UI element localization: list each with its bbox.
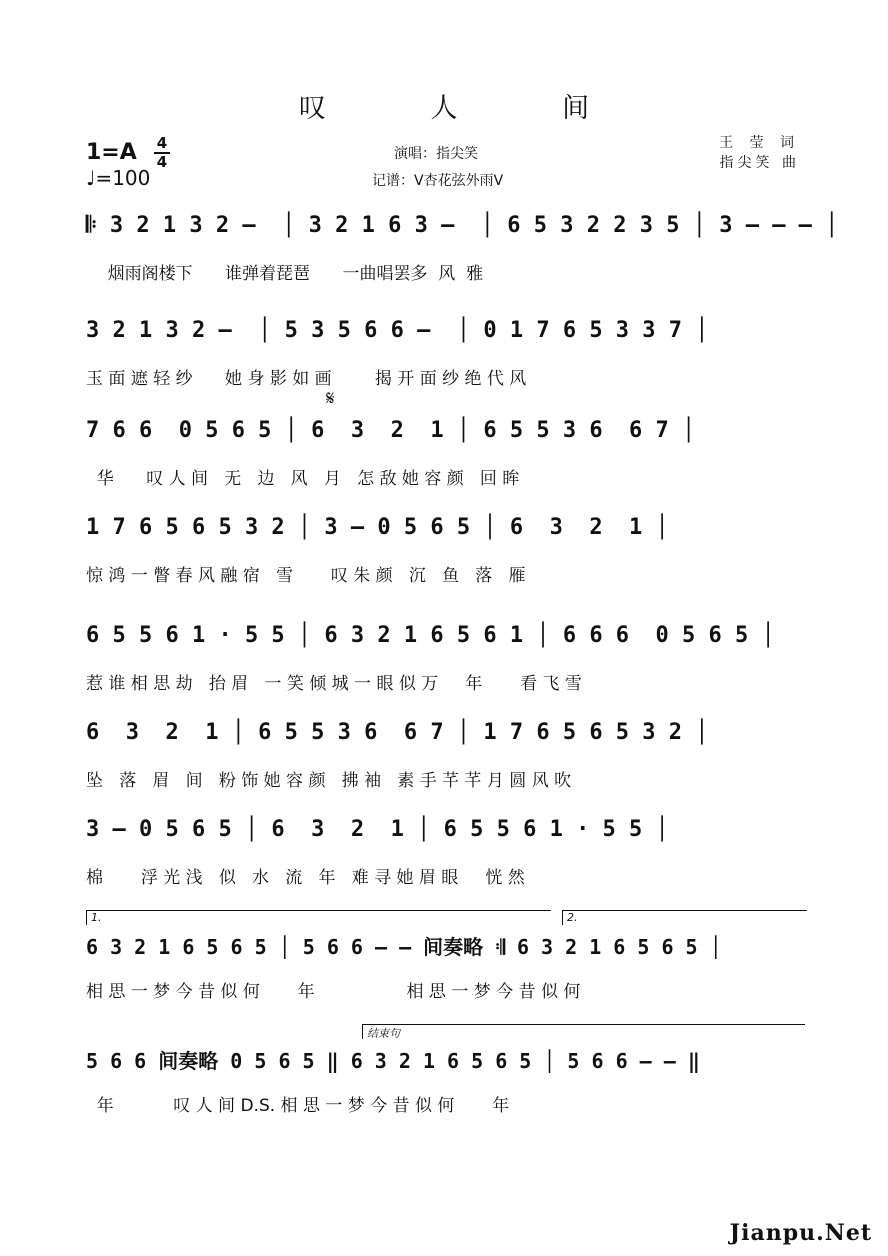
- song-title: 叹 人 间: [298, 93, 638, 124]
- notes-line: 3 – 0 5 6 5 │ 6 3 2 1 │ 6 5 5 6 1 · 5 5 │: [86, 817, 669, 842]
- lyrics-line: 坠 落 眉 间 粉 饰 她 容 颜 拂 袖 素 手 芊 芊 月 圆 风 吹: [86, 771, 572, 791]
- time-signature: [154, 136, 170, 170]
- tempo-marking: ♩=100: [86, 166, 151, 190]
- volta-second-ending: 2.: [562, 910, 807, 925]
- lyrics-line: 烟雨阁楼下 谁弹着琵琶 一曲唱罢多 风 雅: [86, 264, 484, 284]
- lyrics-line: 玉 面 遮 轻 纱 她 身 影 如 画 揭 开 面 纱 绝 代 风: [86, 369, 527, 389]
- volta-first-ending: 1.: [86, 910, 551, 925]
- notes-line: 3 2 1 3 2 – │ 5 3 5 6 6 – │ 0 1 7 6 5 3 3 7 │: [86, 318, 709, 343]
- key-signature: 1=A: [86, 140, 137, 165]
- recorder-credit: 记谱：V杏花弦外雨V: [372, 173, 504, 189]
- lyrics-line: 惹 谁 相 思 劫 抬 眉 一 笑 倾 城 一 眼 似 万 年 看 飞 雪: [86, 674, 582, 694]
- notes-line: 6 5 5 6 1 · 5 5 │ 6 3 2 1 6 5 6 1 │ 6 6 6 0 5 6 5 │: [86, 623, 775, 648]
- lyrics-line: 棉 浮 光 浅 似 水 流 年 难 寻 她 眉 眼 恍 然: [86, 868, 525, 888]
- singer-credit: 演唱：指尖笑: [394, 146, 478, 162]
- notes-line: 5 6 6 间奏略 0 5 6 5 ‖ 6 3 2 1 6 5 6 5 │ 5 6 6 – – ‖: [86, 1049, 700, 1073]
- lyrics-line: 相 思 一 梦 今 昔 似 何 年 相 思 一 梦 今 昔 似 何: [86, 982, 581, 1002]
- notes-line: 1 7 6 5 6 5 3 2 │ 3 – 0 5 6 5 │ 6 3 2 1 │: [86, 515, 669, 540]
- lyrics-line: 惊 鸿 一 瞥 春 风 融 宿 雪 叹 朱 颜 沉 鱼 落 雁: [86, 566, 526, 586]
- time-signature-top: 4: [156, 134, 168, 152]
- time-signature-bottom: 4: [156, 153, 168, 171]
- lyrics-line: 华 叹 人 间 无 边 风 月 怎 敌 她 容 颜 回 眸: [86, 469, 520, 489]
- lyrics-line: 年 叹 人 间 D.S. 相 思 一 梦 今 昔 似 何 年: [86, 1096, 510, 1116]
- ending-phrase-label: 结束句: [362, 1024, 805, 1039]
- notes-line: 7 6 6 0 5 6 5 │ 6 3 2 1 │ 6 5 5 3 6 6 7 │: [86, 418, 696, 443]
- composer-credit: 指尖笑 曲: [719, 155, 800, 171]
- notes-line: 𝄆 3 2 1 3 2 – │ 3 2 1 6 3 – │ 6 5 3 2 2 3 5 │ 3 – – – │: [86, 213, 839, 238]
- site-watermark: Jianpu.Net: [729, 1220, 872, 1246]
- segno-sign: 𝄋: [326, 386, 335, 410]
- notes-line: 6 3 2 1 │ 6 5 5 3 6 6 7 │ 1 7 6 5 6 5 3 2 │: [86, 720, 709, 745]
- notes-line: 6 3 2 1 6 5 6 5 │ 5 6 6 – – 间奏略 𝄇 6 3 2 1 6 5 6 5 │: [86, 935, 722, 959]
- lyricist-credit: 王 莹 词: [719, 135, 800, 151]
